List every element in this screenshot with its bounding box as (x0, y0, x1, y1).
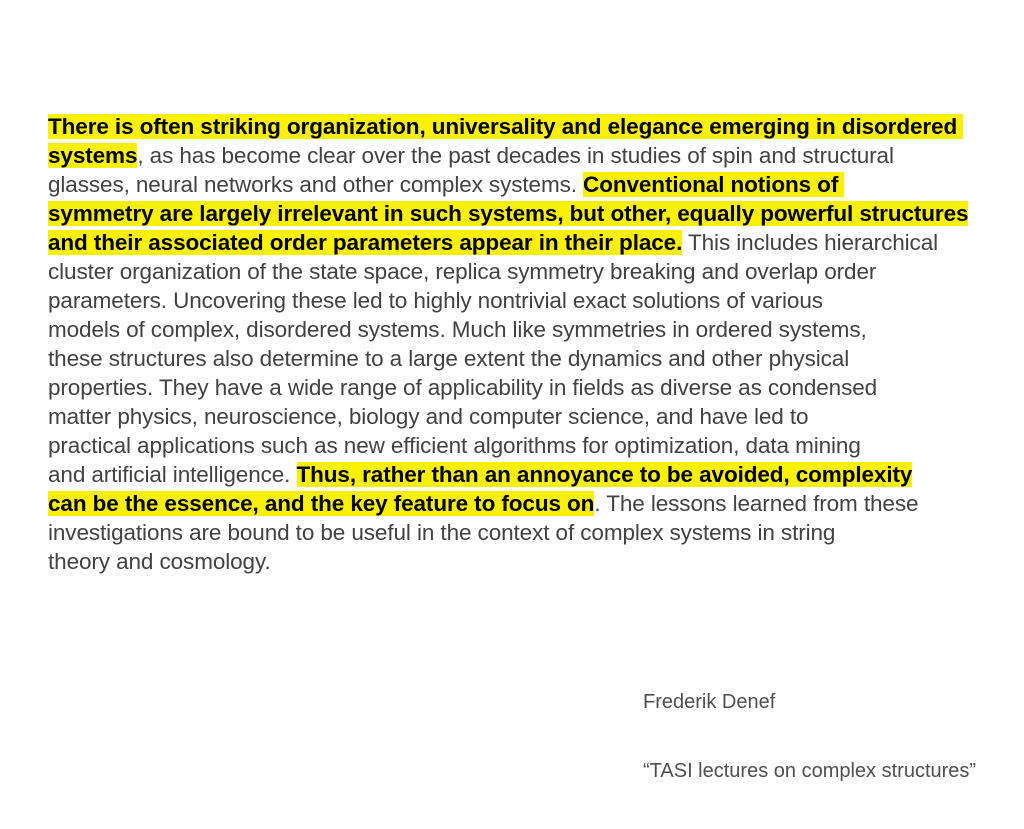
text-line (48, 344, 968, 373)
text-segment: and artificial intelligence. (48, 462, 297, 487)
text-segment: these structures also determine to a large extent the dynamics and other physical (48, 346, 850, 371)
text-line (48, 286, 968, 315)
text-segment: matter physics, neuroscience, biology and computer science, and have led to (48, 404, 809, 429)
highlighted-text-segment: Thus, rather than an annoyance to be avoided, complexity (296, 462, 913, 487)
text-segment: . The lessons learned from these (594, 491, 919, 516)
text-segment: investigations are bound to be useful in the context of complex systems in string (48, 520, 836, 545)
text-segment: cluster organization of the state space, replica symmetry breaking and overlap order (48, 259, 877, 284)
highlighted-text-segment: systems (48, 143, 138, 168)
text-line (48, 431, 968, 460)
attribution (643, 645, 976, 829)
highlighted-text-segment: Conventional notions of (583, 172, 845, 197)
text-segment: properties. They have a wide range of applicability in fields as diverse as condensed (48, 375, 878, 400)
paragraph (48, 112, 968, 576)
text-line (48, 402, 968, 431)
text-segment: theory and cosmology. (48, 549, 271, 574)
text-line (48, 460, 968, 489)
highlighted-text-segment: and their associated order parameters appear in their place. (48, 230, 683, 255)
highlighted-text-segment: symmetry are largely irrelevant in such systems, but other, equally powerful structures (48, 201, 969, 226)
text-line (48, 199, 968, 228)
text-segment: glasses, neural networks and other complex systems. (48, 172, 584, 197)
text-line (48, 141, 968, 170)
highlighted-text-segment: There is often striking organization, universality and elegance emerging in disordered (48, 114, 964, 139)
attribution-author: Frederik Denef (643, 691, 776, 713)
text-line (48, 373, 968, 402)
text-line (48, 518, 968, 547)
text-line (48, 170, 968, 199)
text-segment: This includes hierarchical (682, 230, 939, 255)
attribution-source: “TASI lectures on complex structures” (643, 760, 977, 782)
text-line (48, 257, 968, 286)
text-line (48, 228, 968, 257)
text-line (48, 112, 968, 141)
text-segment: practical applications such as new efficient algorithms for optimization, data mining (48, 433, 861, 458)
text-segment: parameters. Uncovering these led to highly nontrivial exact solutions of various (48, 288, 823, 313)
text-line (48, 315, 968, 344)
highlighted-text-segment: can be the essence, and the key feature to focus on (48, 491, 595, 516)
text-line (48, 547, 968, 576)
text-segment: , as has become clear over the past decades in studies of spin and structural (137, 143, 894, 168)
text-segment: models of complex, disordered systems. Much like symmetries in ordered systems, (48, 317, 867, 342)
text-line (48, 489, 968, 518)
